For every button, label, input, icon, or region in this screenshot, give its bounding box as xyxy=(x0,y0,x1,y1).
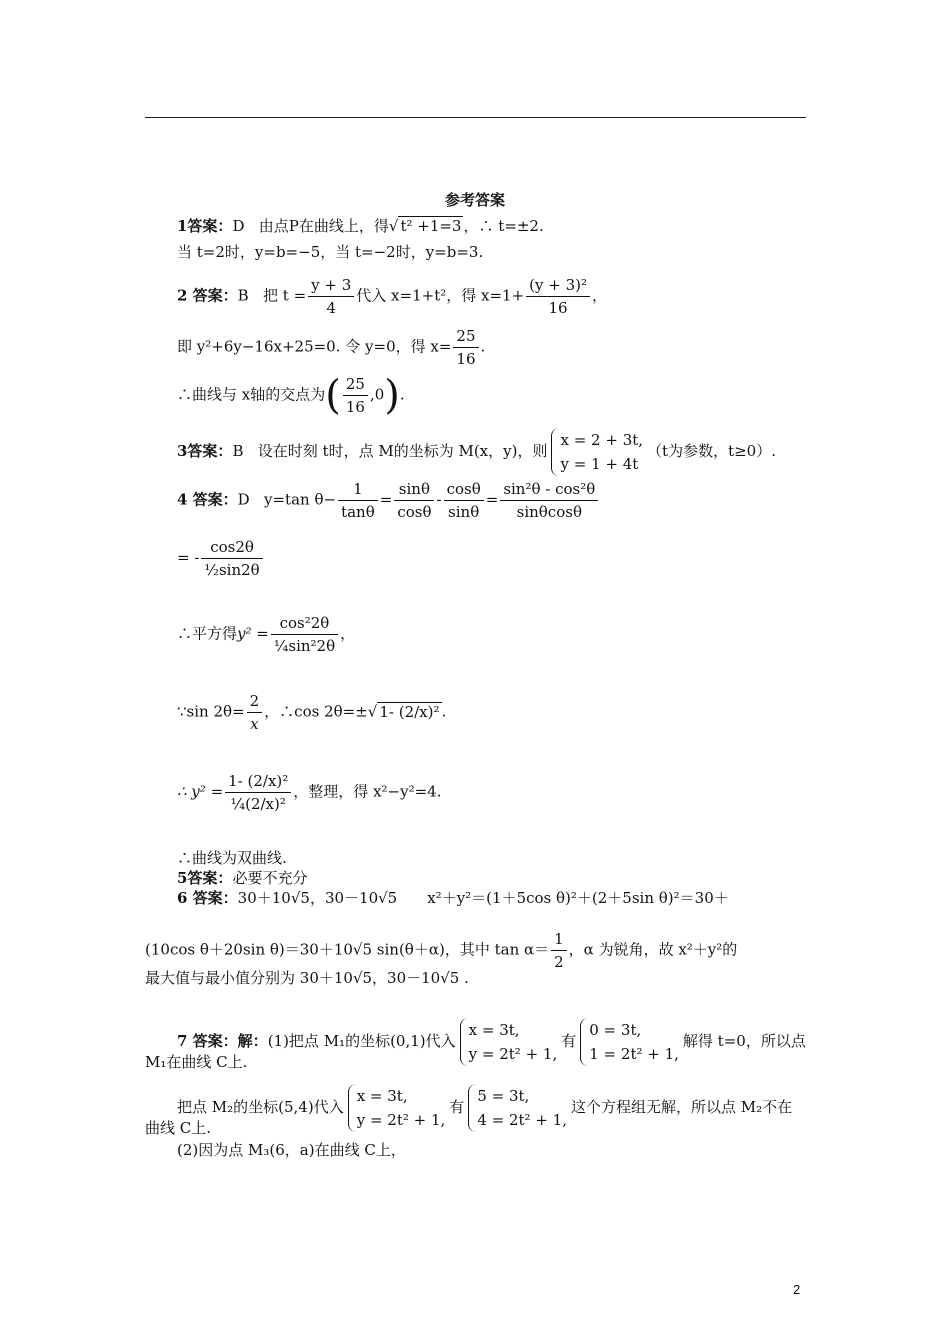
q4-line6: ∴曲线为双曲线. xyxy=(177,849,287,867)
q2-point-frac: $\frac{25}{16}$ xyxy=(343,373,368,418)
q4-frac5: $\frac{\cos 2\theta}{\text{½sin2θ}}$ xyxy=(201,536,262,581)
q4-label: 4 答案： xyxy=(177,490,238,509)
q6-label: 6 答案： xyxy=(177,889,238,907)
section-title: 参考答案 xyxy=(444,191,505,209)
q4-answer: D xyxy=(237,490,250,509)
q2-line2-text: 即 y²+6y−16x+25=0. 令 y=0，得 x= xyxy=(177,337,452,356)
q4-line3: ∴平方得y² = $\frac{\text{cos²2θ}}{\text{¼sin²2θ}}$ ， xyxy=(177,614,356,655)
q7-label: 7 答案： xyxy=(177,1032,238,1050)
q4-line1: 4 答案：D y=tan θ− $\frac{1}{\tan\theta}$ = $\frac{\sin\theta}{\cos\theta}$ - $\frac{\cos\theta}{\sin\theta}$ = $\frac{\text{sin²θ - cos²θ}}{\sin\theta\cos\theta}$ xyxy=(177,478,600,523)
q7-line4: 曲线 C上. xyxy=(145,1119,212,1137)
q2-frac3: $\frac{25}{16}$ xyxy=(453,325,478,370)
q2-line3: ∴曲线与 x轴的交点为( $\frac{25}{16}$ ,0). xyxy=(177,372,405,419)
q2-frac1: $\frac{y + 3}{4}$ xyxy=(308,274,354,319)
q2-text-b: 代入 x=1+t²，得 x=1+ xyxy=(356,286,525,305)
q1-text-b: ，∴ t=±2. xyxy=(463,217,544,235)
q1-line2: 当 t=2时，y=b=−5，当 t=−2时，y=b=3. xyxy=(177,243,484,261)
q4-frac8: $\frac{\text{1- (2/x)²}}{\text{¼(2/x)²}}$ xyxy=(225,770,291,815)
q3-label: 3答案： xyxy=(177,442,233,460)
q2-line3-text: ∴曲线与 x轴的交点为 xyxy=(177,385,326,404)
page-number: 2 xyxy=(793,1282,801,1297)
q4-frac7: $\frac{2}{x}$ xyxy=(247,690,263,735)
q2-answer: B xyxy=(237,286,249,305)
q7-system-b: 0 = 3t, 1 = 2t² + 1, xyxy=(580,1018,679,1066)
q3-line xyxy=(177,428,776,476)
q4-line4: ∵sin 2θ= $\frac{2}{x}$ ，∴cos 2θ=±√ 1- (2/x)² . xyxy=(177,692,447,733)
q1-text-a: 由点P在曲线上，得 xyxy=(258,217,389,235)
q3-text-b: （t为参数，t≥0）. xyxy=(647,442,776,460)
q6-line3: 最大值与最小值分别为 30＋10√5，30－10√5 . xyxy=(145,969,469,987)
q2-text-a: 把 t = xyxy=(263,286,307,305)
q1-label: 1答案： xyxy=(177,217,233,235)
q4-line2: = - $\frac{\cos 2\theta}{\text{½sin2θ}}$ xyxy=(177,536,265,581)
q5-line xyxy=(177,868,307,888)
q7-line1: 7 答案：解：(1)把点 M₁的坐标(0,1)代入 x = 3t, y = 2t² + 1, 有 0 = 3t, 1 = 2t² + 1, 解得 t=0，所以点 xyxy=(177,1018,806,1066)
q1-answer: D xyxy=(232,217,245,235)
q7-line3: 把点 M₂的坐标(5,4)代入 x = 3t, y = 2t² + 1, 有 5 = 3t, 4 = 2t² + 1, 这个方程组无解，所以点 M₂不在 xyxy=(177,1084,792,1132)
q6-frac: $\frac{1}{2}$ xyxy=(551,928,567,973)
q7-system-d: 5 = 3t, 4 = 2t² + 1, xyxy=(468,1084,567,1132)
q3-answer: B xyxy=(232,442,244,460)
q4-line5: ∴ y² = $\frac{\text{1- (2/x)²}}{\text{¼(2/x)²}}$ ，整理，得 x²−y²=4. xyxy=(177,772,442,813)
q4-result-frac: $\frac{\text{sin²θ - cos²θ}}{\sin\theta\cos\theta}$ xyxy=(500,478,598,523)
q7-system-a: x = 3t, y = 2t² + 1, xyxy=(460,1018,558,1066)
q7-line5: (2)因为点 M₃(6，a)在曲线 C上， xyxy=(177,1141,406,1159)
q1-sqrt: √ t² +1=3 xyxy=(388,217,462,235)
q6-line2: (10cos θ＋20sin θ)＝30＋10√5 sin(θ＋α)，其中 tan α＝ $\frac{1}{2}$ ，α 为锐角，故 x²＋y²的 xyxy=(145,930,738,971)
q2-label: 2 答案： xyxy=(177,286,238,305)
header-rule xyxy=(145,117,806,118)
q7-line2: M₁在曲线 C上. xyxy=(145,1053,248,1071)
q5-answer: 必要不充分 xyxy=(232,869,308,887)
q7-system-c: x = 3t, y = 2t² + 1, xyxy=(348,1084,446,1132)
q2-text-c: ， xyxy=(591,286,607,305)
q6-line1-text: 30＋10√5，30－10√5 x²＋y²＝(1＋5cos θ)²＋(2＋5sin θ)²＝30＋ xyxy=(237,889,729,907)
q2-line2: 即 y²+6y−16x+25=0. 令 y=0，得 x= $\frac{25}{16}$ . xyxy=(177,327,486,368)
q4-sqrt: 1- (2/x)² xyxy=(379,702,440,721)
q4-frac6: $\frac{\text{cos²2θ}}{\text{¼sin²2θ}}$ xyxy=(271,612,338,657)
q2-line1 xyxy=(177,274,607,319)
q6-line1 xyxy=(177,888,729,908)
q2-frac2: $\frac{\text{(y + 3)²}}{16}$ xyxy=(526,274,590,319)
q5-label: 5答案： xyxy=(177,869,233,887)
q1-line1 xyxy=(177,216,544,236)
q3-text-a: 设在时刻 t时，点 M的坐标为 M(x，y)，则 xyxy=(257,442,548,460)
q3-system: x = 2 + 3t, y = 1 + 4t xyxy=(551,428,643,476)
